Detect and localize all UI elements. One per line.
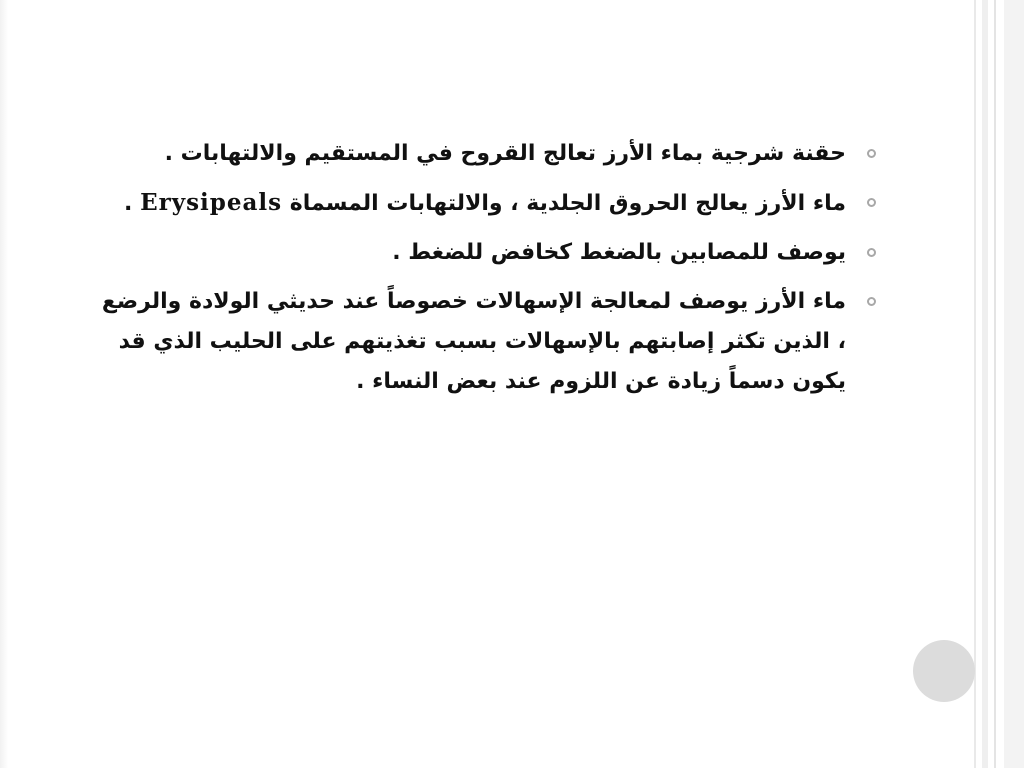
slide-left-edge	[0, 0, 8, 768]
bullet-text: ماء الأرز يعالج الحروق الجلدية ، والالتهابات المسماة	[289, 191, 846, 216]
frame-line	[974, 0, 976, 768]
bullet-end-punctuation: .	[124, 191, 133, 216]
bullet-text: يوصف للمصابين بالضغط كخافض للضغط .	[392, 240, 846, 265]
bullet-item	[100, 282, 880, 402]
bullet-marker-icon	[867, 297, 876, 306]
bullet-item	[100, 183, 880, 224]
bullet-marker-icon	[867, 149, 876, 158]
frame-line	[1004, 0, 1024, 768]
bullet-text: حقنة شرجية بماء الأرز تعالج القروح في المستقيم والالتهابات .	[164, 141, 846, 166]
bullet-item	[100, 233, 880, 273]
bullet-item	[100, 134, 880, 174]
bullet-latin-term: Erysipeals	[140, 189, 283, 216]
frame-line	[982, 0, 988, 768]
frame-line	[994, 0, 996, 768]
bullet-marker-icon	[867, 248, 876, 257]
navigation-circle-button[interactable]	[913, 640, 975, 702]
bullet-list	[100, 134, 880, 411]
bullet-marker-icon	[867, 198, 876, 207]
bullet-text: ماء الأرز يوصف لمعالجة الإسهالات خصوصاً عند حديثي الولادة والرضع ، الذين تكثر إصابتهم بالإسهالات بسبب تغذيتهم على الحليب الذي قد يكون دسماً زيادة عن اللزوم عند بعض النساء .	[101, 289, 846, 394]
